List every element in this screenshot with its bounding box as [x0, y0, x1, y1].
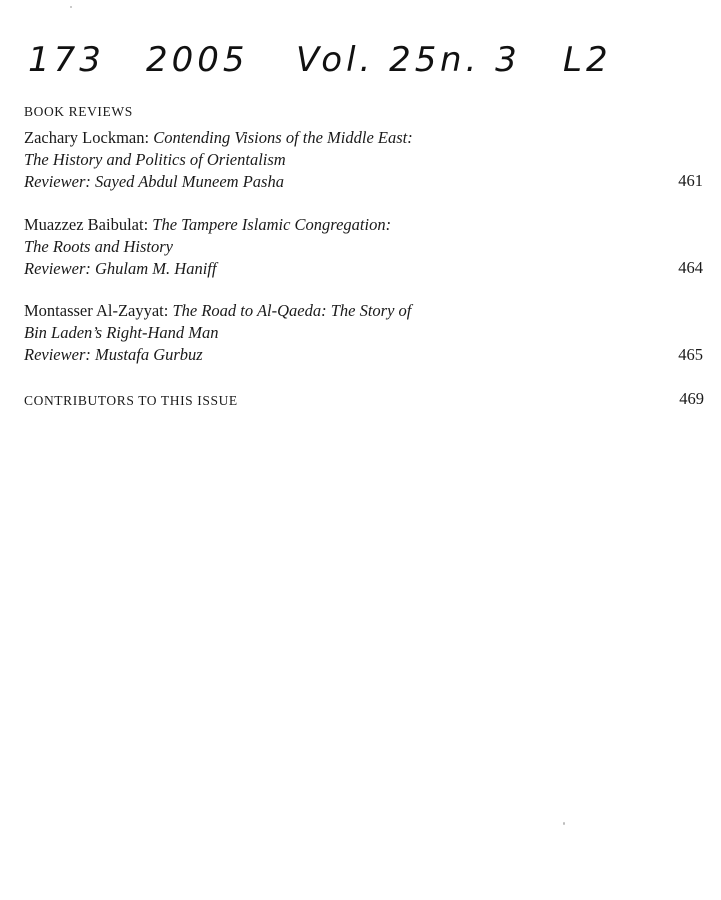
entry-reviewer: Reviewer: Sayed Abdul Muneem Pasha	[24, 172, 284, 191]
entry-author-title-line	[24, 127, 704, 149]
handwritten-year: 2005	[146, 40, 249, 80]
contributors-row	[24, 389, 704, 410]
entry-page-number: 464	[678, 258, 703, 277]
entry-title-line1: The Tampere Islamic Congregation:	[152, 215, 392, 234]
scan-speck	[563, 822, 565, 825]
scan-speck	[70, 6, 72, 8]
section-heading-book-reviews: BOOK REVIEWS	[24, 104, 133, 119]
entry-author: Muazzez Baibulat:	[24, 215, 149, 234]
review-entry	[24, 127, 704, 193]
entry-title-line2: Bin Laden’s Right-Hand Man	[24, 323, 219, 342]
entry-author: Zachary Lockman:	[24, 128, 150, 147]
review-entry	[24, 214, 704, 280]
entry-reviewer: Reviewer: Mustafa Gurbuz	[24, 345, 203, 364]
handwritten-issue: n. 3	[440, 40, 521, 80]
entry-page-number: 465	[678, 345, 703, 364]
entry-author-title-line	[24, 214, 704, 236]
handwritten-volume: Vol. 25	[296, 40, 441, 80]
review-entry	[24, 300, 704, 366]
entry-page-number: 461	[678, 171, 703, 190]
handwritten-annotation	[28, 40, 668, 90]
entry-title-line2: The Roots and History	[24, 237, 173, 256]
entry-author: Montasser Al-Zayyat:	[24, 301, 169, 320]
entry-reviewer: Reviewer: Ghulam M. Haniff	[24, 259, 217, 278]
contributors-label: CONTRIBUTORS TO THIS ISSUE	[24, 393, 238, 408]
entry-author-title-line	[24, 300, 704, 322]
entry-title-line2: The History and Politics of Orientalism	[24, 150, 286, 169]
entry-title-line1: Contending Visions of the Middle East:	[153, 128, 413, 147]
handwritten-extra: L2	[563, 40, 612, 80]
entry-title-line1: The Road to Al-Qaeda: The Story of	[172, 301, 412, 320]
contributors-page-number: 469	[679, 389, 704, 408]
handwritten-number: 173	[28, 40, 105, 80]
